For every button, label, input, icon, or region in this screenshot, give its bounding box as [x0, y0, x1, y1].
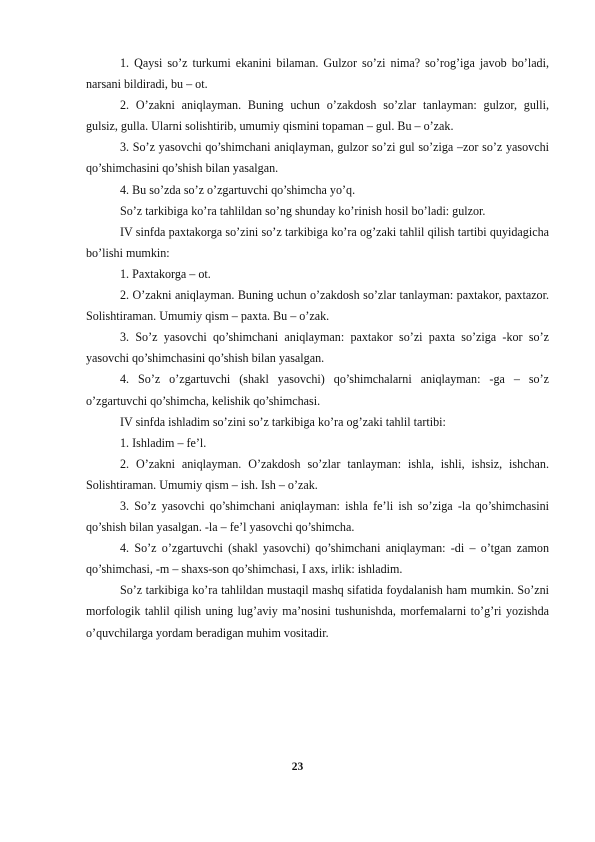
paragraph: 1. Ishladim – fe’l. — [120, 435, 207, 450]
paragraph: 3. So’z yasovchi qo’shimchani aniqlayman: paxtakor so’zi paxta so’ziga -kor so’z yasovchi qo’shimchasini qo’shish bilan yasalgan. — [86, 330, 549, 366]
paragraph: 4. Bu so’zda so’z o’zgartuvchi qo’shimcha yo’q. — [120, 182, 356, 197]
paragraph: So’z tarkibiga ko’ra tahlildan mustaqil mashq sifatida foydalanish ham mumkin. So’zni morfologik tahlil qilish uning lug’aviy ma’nosini tushunishda, morfemalarni to’g’ri yozishda o’quvchilarga yordam beradigan muhim vositadir. — [86, 583, 549, 640]
paragraph: IV sinfda ishladim so’zini so’z tarkibiga ko’ra og’zaki tahlil tartibi: — [120, 414, 446, 429]
paragraph: 4. So’z o’zgartuvchi (shakl yasovchi) qo’shimchani aniqlayman: -di – o’tgan zamon qo’shimchasi, -m – shaxs-son qo’shimchasi, I axs, irlik: ishladim. — [86, 541, 549, 577]
paragraph: 2. O’zakni aniqlayman. Buning uchun o’zakdosh so’zlar tanlayman: paxtakor, paxtazor. Solishtiraman. Umumiy qism – paxta. Bu – o’zak. — [86, 288, 549, 324]
paragraph: So’z tarkibiga ko’ra tahlildan so’ng shunday ko’rinish hosil bo’ladi: gulzor. — [120, 203, 486, 218]
paragraph: 2. O’zakni aniqlayman. Buning uchun o’zakdosh so’zlar tanlayman: gulzor, gulli, gulsiz, gulla. Ularni solishtirib, umumiy qismini topaman – gul. Bu – o’zak. — [86, 98, 549, 134]
paragraph: 1. Paxtakorga – ot. — [120, 266, 211, 281]
paragraph: IV sinfda paxtakorga so’zini so’z tarkibiga ko’ra og’zaki tahlil qilish tartibi quyidagicha bo’lishi mumkin: — [86, 224, 549, 260]
paragraph: 3. So’z yasovchi qo’shimchani aniqlayman: ishla fe’li ish so’ziga -la qo’shimchasini qo’shish bilan yasalgan. -la – fe’l yasovchi qo’shimcha. — [86, 498, 549, 535]
paragraph: 4. So’z o’zgartuvchi (shakl yasovchi) qo’shimchalarni aniqlayman: -ga – so’z o’zgartuvchi qo’shimcha, kelishik qo’shimchasi. — [86, 372, 549, 408]
page-number: 23 — [291, 761, 304, 773]
body-text — [86, 53, 549, 644]
paragraph: 2. O’zakni aniqlayman. O’zakdosh so’zlar tanlayman: ishla, ishli, ishsiz, ishchan. Solishtiraman. Umumiy qism – ish. Ish – o’zak. — [86, 456, 549, 492]
paragraph: 3. So’z yasovchi qo’shimchani aniqlayman, gulzor so’zi gul so’ziga –zor so’z yasovchi qo’shimchasini qo’shish bilan yasalgan. — [86, 140, 549, 176]
paragraph: 1. Qaysi so’z turkumi ekanini bilaman. Gulzor so’zi nima? so’rog’iga javob bo’ladi, narsani bildiradi, bu – ot. — [86, 56, 549, 92]
